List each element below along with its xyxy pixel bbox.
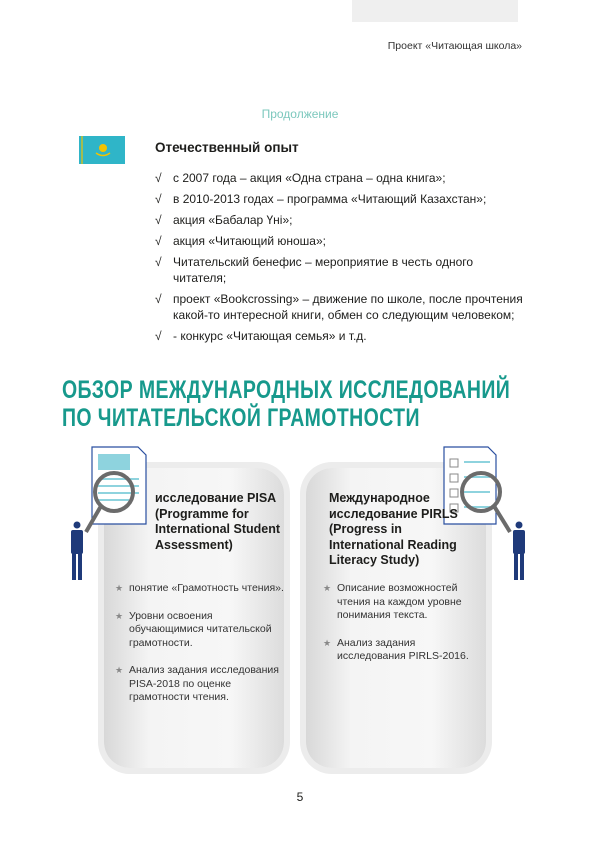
check-icon: √ (155, 329, 162, 343)
experience-list (155, 170, 525, 349)
page-number: 5 (296, 790, 304, 804)
list-item: ★ Уровни освоения обучающимися читательской грамотности. (115, 609, 272, 649)
pirls-list (323, 582, 483, 678)
star-icon: ★ (115, 610, 124, 621)
kazakhstan-flag-icon (79, 136, 125, 164)
check-icon: √ (155, 213, 162, 227)
check-icon: √ (155, 234, 162, 248)
main-heading: ОБЗОР МЕЖДУНАРОДНЫХ ИССЛЕДОВАНИЙ ПО ЧИТАТЕЛЬСКОЙ ГРАМОТНОСТИ (62, 376, 511, 432)
list-item: √ с 2007 года – акция «Одна страна – одна книга»; (155, 171, 446, 185)
pirls-card-title: Международное исследование PIRLS (Progress in International Reading Literacy Study) (329, 491, 458, 567)
document-magnifier-illustration (64, 444, 154, 584)
list-item: ★ понятие «Грамотность чтения». (115, 582, 284, 594)
list-item: √ в 2010-2013 годах – программа «Читающий Казахстан»; (155, 192, 487, 206)
star-icon: ★ (323, 583, 332, 593)
list-item: √ акция «Читающий юноша»; (155, 234, 326, 248)
check-icon: √ (155, 255, 162, 269)
list-item: √ акция «Бабалар Үні»; (155, 213, 293, 227)
running-title: Проект «Читающая школа» (387, 40, 522, 52)
list-item: ★ Анализ задания исследования PISA-2018 по оценке грамотности чтения. (115, 664, 279, 703)
list-item: ★ Описание возможностей чтения на каждом уровне понимания текста. (323, 582, 462, 621)
check-icon: √ (155, 192, 162, 206)
star-icon: ★ (115, 583, 124, 593)
list-item: √ проект «Bookcrossing» – движение по школе, после прочтения какой-то интересной книги, обмен со следующим человеком; (155, 292, 523, 322)
continuation-label: Продолжение (261, 107, 339, 121)
check-icon: √ (155, 292, 162, 306)
pisa-list (115, 582, 285, 719)
list-item: √ - конкурс «Читающая семья» и т.д. (155, 329, 367, 343)
check-icon: √ (155, 171, 162, 185)
top-bar (352, 0, 518, 22)
star-icon: ★ (323, 637, 332, 648)
list-item: √ Читательский бенефис – мероприятие в честь одного читателя; (155, 255, 474, 285)
section-title: Отечественный опыт (155, 140, 299, 155)
list-item: ★ Анализ задания исследования PIRLS-2016. (323, 636, 469, 662)
pisa-card-title: исследование PISA (Programme for International Student Assessment) (155, 491, 280, 552)
star-icon: ★ (115, 665, 124, 675)
